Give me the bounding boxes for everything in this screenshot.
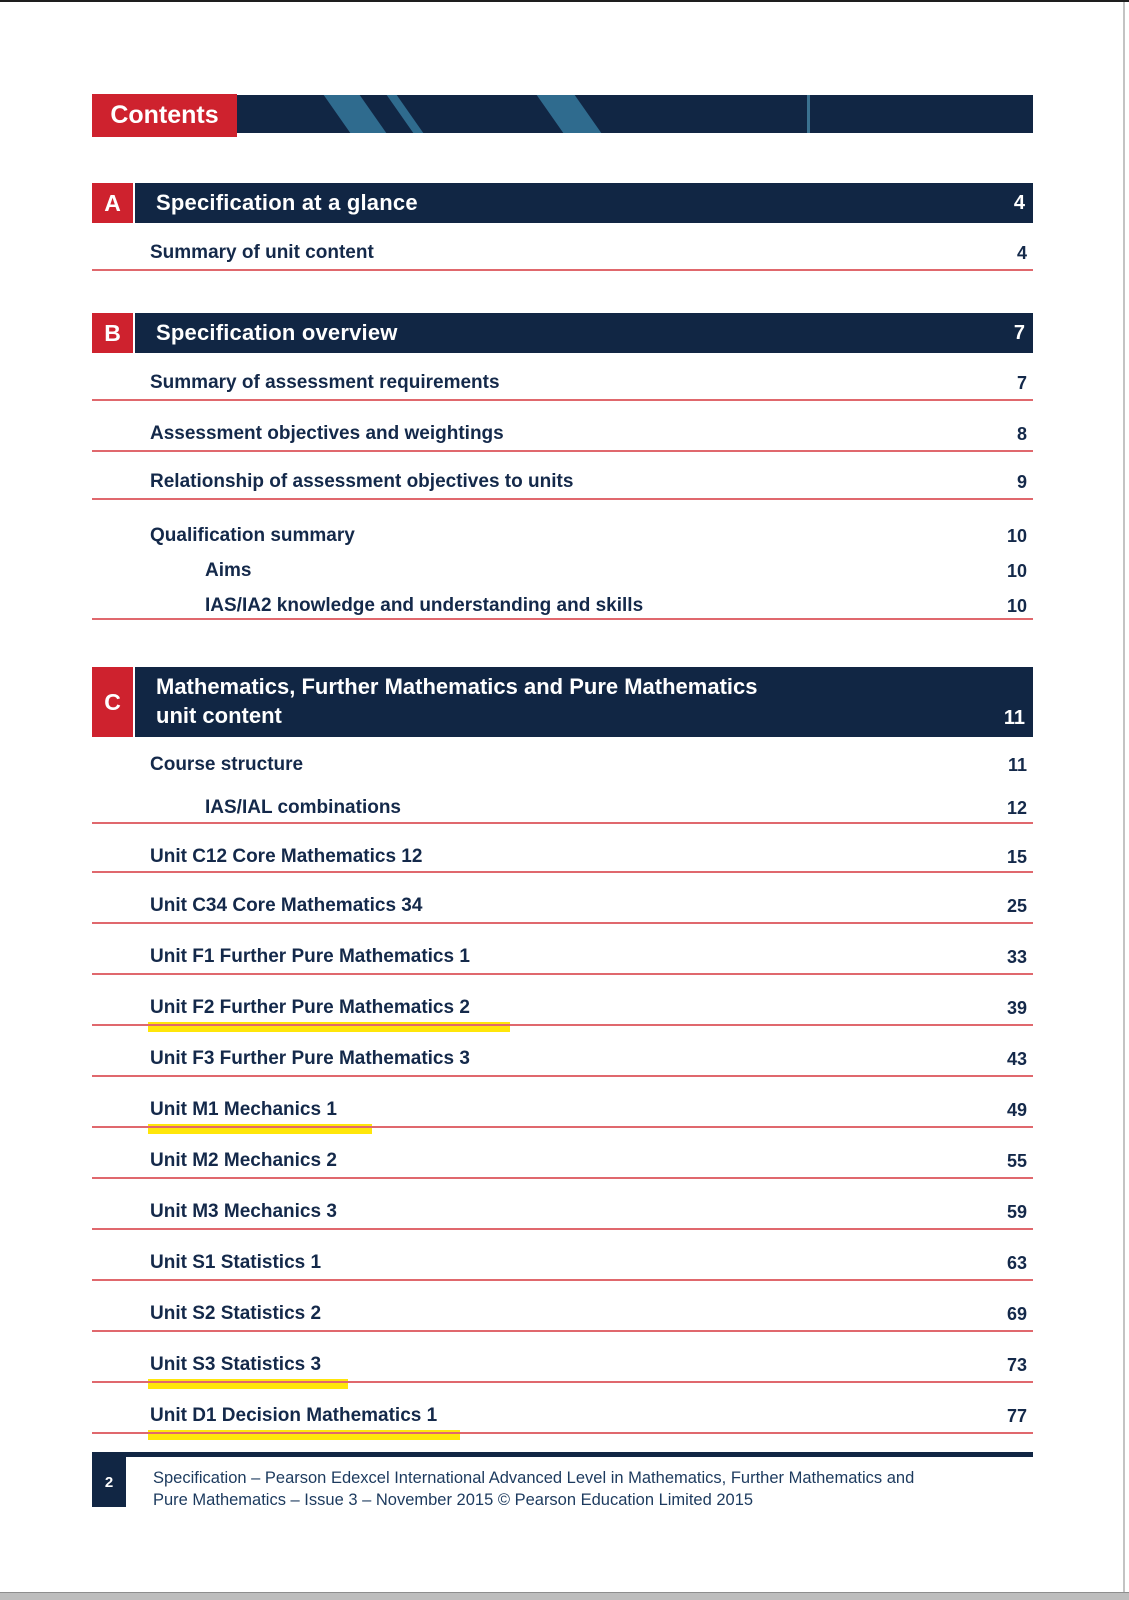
- toc-row[interactable]: [92, 1332, 1033, 1383]
- red-rule: [92, 871, 1033, 873]
- contents-banner: [92, 94, 1033, 137]
- toc-item-label: Unit D1 Decision Mathematics 1: [150, 1405, 438, 1426]
- toc-item-label: Summary of assessment requirements: [150, 372, 500, 393]
- section-letter: B: [92, 313, 133, 353]
- section-page-number: 7: [1013, 321, 1025, 344]
- footer-text-line1: Specification – Pearson Edexcel International Advanced Level in Mathematics, Further Mathematics and: [153, 1469, 915, 1487]
- toc-row[interactable]: [92, 924, 1033, 975]
- red-rule: [92, 1279, 1033, 1281]
- toc-item-page: 15: [1006, 847, 1027, 867]
- toc-item-label: Course structure: [150, 754, 304, 775]
- footer-text: [153, 1457, 1033, 1511]
- red-rule: [92, 1432, 1033, 1434]
- red-rule: [92, 822, 1033, 824]
- toc-row[interactable]: [92, 353, 1033, 401]
- toc-row[interactable]: [92, 500, 1033, 548]
- page-content: [92, 94, 1033, 1511]
- section-letter: C: [92, 667, 133, 737]
- screenshot-bottom-edge: [0, 1592, 1129, 1600]
- section-title-bar: [135, 183, 1033, 223]
- section-title: Specification overview: [156, 320, 398, 345]
- toc-item-page: 11: [1007, 755, 1027, 775]
- toc-item-page: 33: [1006, 947, 1027, 967]
- section-header-b[interactable]: [92, 313, 1033, 353]
- toc-item-page: 10: [1006, 596, 1027, 616]
- toc-item-label: IAS/IA2 knowledge and understanding and skills: [205, 595, 644, 616]
- section-title: [135, 667, 1033, 730]
- diagonal-stripe: [321, 95, 389, 133]
- red-rule: [92, 399, 1033, 401]
- toc-row[interactable]: [92, 1383, 1033, 1434]
- section-title-bar: [135, 667, 1033, 737]
- red-rule: [92, 922, 1033, 924]
- screenshot-top-edge: [0, 0, 1129, 2]
- toc-item-label: Aims: [205, 560, 252, 581]
- toc-item-label: Unit M1 Mechanics 1: [150, 1099, 337, 1120]
- toc-item-label: Relationship of assessment objectives to units: [150, 471, 574, 492]
- toc-item-label: Unit S3 Statistics 3: [150, 1354, 322, 1375]
- diagonal-stripe: [384, 95, 426, 133]
- toc-item-page: 39: [1006, 998, 1027, 1018]
- section-header-c[interactable]: [92, 667, 1033, 737]
- toc-row[interactable]: [92, 873, 1033, 924]
- toc-item-label: Unit F2 Further Pure Mathematics 2: [150, 997, 470, 1018]
- toc-item-label: Unit M3 Mechanics 3: [150, 1201, 337, 1222]
- section-page-number: 4: [1013, 191, 1025, 214]
- toc-item-page: 7: [1016, 373, 1027, 393]
- toc-item-label: Unit S2 Statistics 2: [150, 1303, 322, 1324]
- toc-item-page: 63: [1006, 1253, 1027, 1273]
- section-title-line1: Mathematics, Further Mathematics and Pure Mathematics: [156, 674, 758, 699]
- toc-item-label: Unit C34 Core Mathematics 34: [150, 895, 423, 916]
- toc-row[interactable]: [92, 1026, 1033, 1077]
- toc-row[interactable]: [92, 1230, 1033, 1281]
- red-rule: [92, 1177, 1033, 1179]
- toc-item-label: Unit F1 Further Pure Mathematics 1: [150, 946, 470, 967]
- toc-row[interactable]: [92, 975, 1033, 1026]
- red-rule: [92, 498, 1033, 500]
- footer-text-line2: Pure Mathematics – Issue 3 – November 2015 © Pearson Education Limited 2015: [153, 1491, 754, 1509]
- section-title-bar: [135, 313, 1033, 353]
- toc-item-page: 43: [1006, 1049, 1027, 1069]
- red-rule: [92, 1075, 1033, 1077]
- toc-item-label: Assessment objectives and weightings: [150, 423, 504, 444]
- toc-item-page: 4: [1016, 243, 1027, 263]
- toc-row[interactable]: [92, 548, 1033, 583]
- red-rule: [92, 973, 1033, 975]
- screenshot-right-edge: [1123, 2, 1125, 1592]
- toc-item-page: 9: [1016, 472, 1027, 492]
- toc-item-page: 12: [1006, 798, 1027, 818]
- red-rule: [92, 1024, 1033, 1026]
- toc-item-page: 69: [1006, 1304, 1027, 1324]
- toc-item-label: Unit C12 Core Mathematics 12: [150, 846, 423, 867]
- toc-item-page: 77: [1006, 1406, 1027, 1426]
- toc-row[interactable]: [92, 1281, 1033, 1332]
- toc-item-page: 10: [1006, 561, 1027, 581]
- footer-page-number: 2: [104, 1473, 114, 1491]
- toc-row[interactable]: [92, 583, 1033, 620]
- red-rule: [92, 269, 1033, 271]
- page-footer: [92, 1452, 1033, 1511]
- toc-row[interactable]: [92, 401, 1033, 452]
- toc-row[interactable]: [92, 223, 1033, 271]
- toc-row[interactable]: [92, 1077, 1033, 1128]
- red-rule: [92, 1330, 1033, 1332]
- toc-item-page: 73: [1006, 1355, 1027, 1375]
- toc-item-page: 49: [1006, 1100, 1027, 1120]
- toc-item-label: Qualification summary: [150, 525, 355, 546]
- contents-title: Contents: [92, 94, 237, 137]
- toc-item-label: Unit F3 Further Pure Mathematics 3: [150, 1048, 470, 1069]
- toc-item-page: 8: [1016, 424, 1027, 444]
- banner-stripe-bar: [237, 95, 1033, 133]
- diagonal-stripe: [534, 95, 604, 133]
- section-title: Specification at a glance: [156, 190, 418, 215]
- red-rule: [92, 1126, 1033, 1128]
- vertical-stripe: [807, 95, 810, 133]
- section-page-number: 11: [1003, 707, 1025, 729]
- section-header-a[interactable]: [92, 183, 1033, 223]
- red-rule: [92, 1228, 1033, 1230]
- red-rule: [92, 450, 1033, 452]
- toc-row[interactable]: [92, 1128, 1033, 1179]
- section-title-line2: unit content: [156, 703, 282, 728]
- toc-row[interactable]: [92, 824, 1033, 873]
- red-rule: [92, 1381, 1033, 1383]
- toc-item-page: 55: [1006, 1151, 1027, 1171]
- toc-row[interactable]: [92, 778, 1033, 824]
- toc-item-page: 59: [1006, 1202, 1027, 1222]
- toc-item-label: IAS/IAL combinations: [205, 797, 402, 818]
- toc-item-label: Summary of unit content: [150, 242, 374, 263]
- red-rule: [92, 618, 1033, 620]
- toc-item-page: 25: [1006, 896, 1027, 916]
- toc-row[interactable]: [92, 1179, 1033, 1230]
- toc-item-page: 10: [1006, 526, 1027, 546]
- toc-row[interactable]: [92, 452, 1033, 500]
- section-letter: A: [92, 183, 133, 223]
- footer-page-number-box: [92, 1457, 126, 1507]
- toc-item-label: Unit M2 Mechanics 2: [150, 1150, 337, 1171]
- toc-row[interactable]: [92, 737, 1033, 778]
- toc-item-label: Unit S1 Statistics 1: [150, 1252, 322, 1273]
